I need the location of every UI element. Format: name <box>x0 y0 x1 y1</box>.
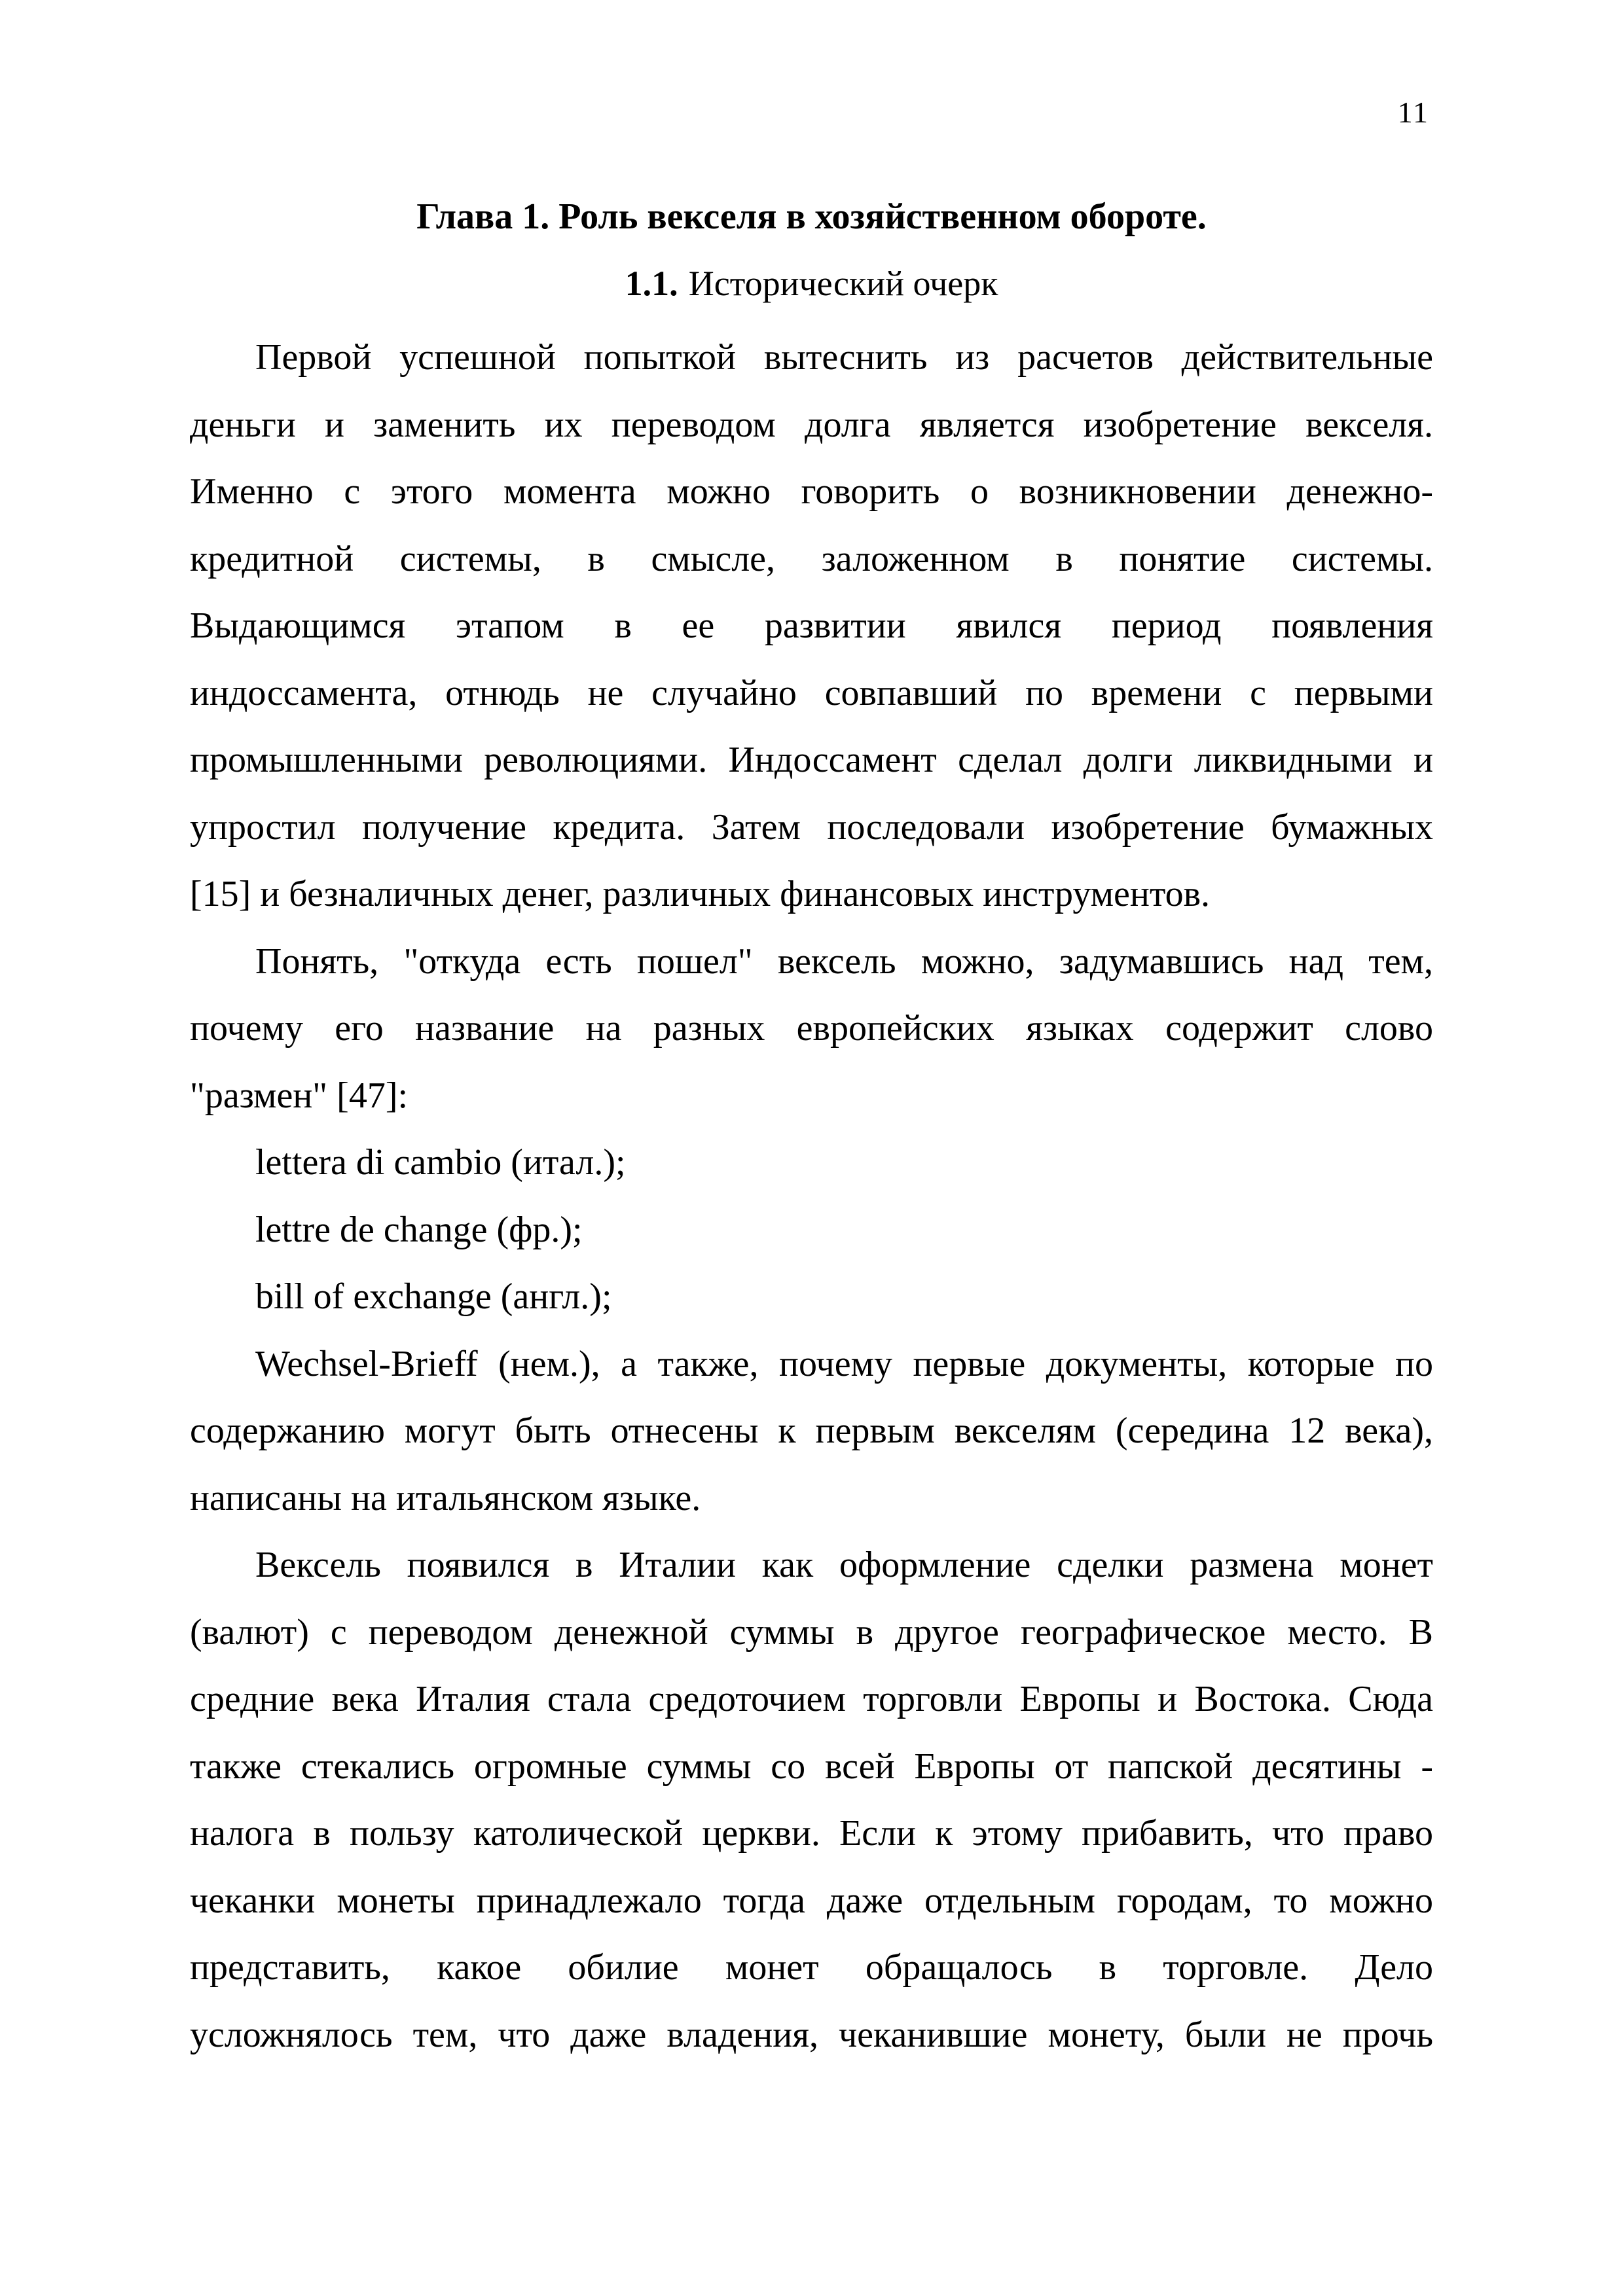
text-line: налога в пользу католической церкви. Если к этому прибавить, что право <box>190 1813 1433 1854</box>
text-line: (валют) с переводом денежной суммы в другое географическое место. В <box>190 1611 1433 1653</box>
body-text <box>190 324 1433 2068</box>
text-line: Первой успешной попыткой вытеснить из расчетов действительные <box>255 337 1433 378</box>
text-line: кредитной системы, в смысле, заложенном в понятие системы. <box>190 538 1433 579</box>
section-heading <box>190 260 1433 306</box>
text-line: "размен" [47]: <box>190 1075 409 1116</box>
text-line: bill of exchange (англ.); <box>255 1276 612 1317</box>
text-line: упростил получение кредита. Затем последовали изобретение бумажных <box>190 806 1433 848</box>
text-line: усложнялось тем, что даже владения, чеканившие монету, были не прочь <box>190 2014 1433 2055</box>
text-line: lettre de change (фр.); <box>255 1209 583 1250</box>
text-line: чеканки монеты принадлежало тогда даже отдельным городам, то можно <box>190 1880 1433 1921</box>
text-line: средние века Италия стала средоточием торговли Европы и Востока. Сюда <box>190 1679 1433 1719</box>
text-line: Выдающимся этапом в ее развитии явился период появления <box>190 605 1433 646</box>
text-line: Wechsel-Brieff (нем.), а также, почему первые документы, которые по <box>255 1343 1433 1384</box>
text-line: написаны на итальянском языке. <box>190 1477 701 1518</box>
text-line: Вексель появился в Италии как оформление сделки размена монет <box>255 1545 1433 1585</box>
text-line: деньги и заменить их переводом долга является изобретение векселя. <box>190 404 1433 445</box>
text-line: промышленными революциями. Индоссамент сделал долги ликвидными и <box>190 740 1433 780</box>
text-line: также стекались огромные суммы со всей Европы от папской десятины - <box>190 1746 1433 1787</box>
chapter-heading: Глава 1. Роль векселя в хозяйственном обороте. <box>416 196 1207 237</box>
text-line: Именно с этого момента можно говорить о возникновении денежно- <box>190 471 1433 512</box>
text-line: [15] и безналичных денег, различных финансовых инструментов. <box>190 874 1211 914</box>
text-line: содержанию могут быть отнесены к первым векселям (середина 12 века), <box>190 1410 1433 1451</box>
section-title: Исторический очерк <box>688 264 998 303</box>
text-line: индоссамента, отнюдь не случайно совпавший по времени с первыми <box>190 672 1433 713</box>
text-line: Понять, "откуда есть пошел" вексель можно, задумавшись над тем, <box>255 941 1433 982</box>
text-line: почему его название на разных европейских языках содержит слово <box>190 1008 1433 1049</box>
text-line: представить, какое обилие монет обращалось в торговле. Дело <box>190 1947 1433 1988</box>
text-line: lettera di cambio (итал.); <box>255 1142 626 1183</box>
section-number: 1.1. <box>625 264 678 303</box>
page-number: 11 <box>1397 96 1429 129</box>
